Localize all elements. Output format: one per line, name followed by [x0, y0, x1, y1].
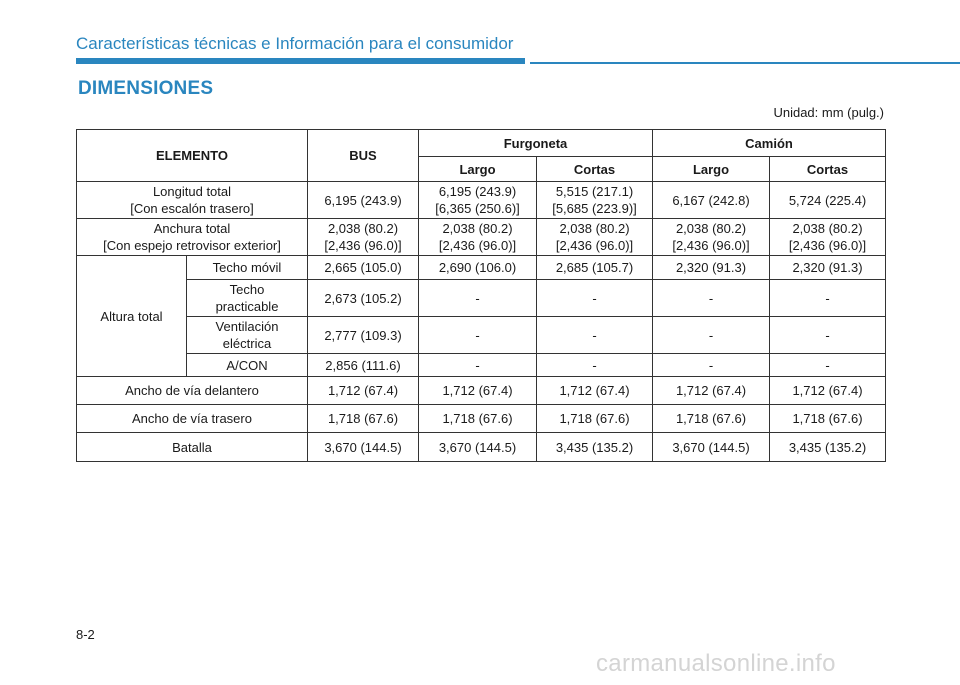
header-rule-thin	[530, 62, 960, 64]
header-elemento: ELEMENTO	[77, 130, 308, 182]
table-row-batalla	[77, 433, 886, 462]
header-furgoneta: Furgoneta	[419, 130, 653, 157]
header-furgoneta-cortas: Cortas	[537, 157, 653, 182]
row-label-line: Anchura total	[153, 221, 231, 236]
row-label: Ancho de vía trasero	[77, 405, 308, 433]
cell-furgoneta-largo: 3,670 (144.5)	[419, 433, 537, 462]
cell-bus: 2,856 (111.6)	[308, 354, 419, 377]
row-label: Batalla	[77, 433, 308, 462]
cell-camion-largo	[653, 219, 770, 256]
cell-line: [2,436 (96.0)]	[672, 238, 750, 253]
cell-camion-largo: 1,712 (67.4)	[653, 377, 770, 405]
cell-furgoneta-largo: -	[419, 280, 537, 317]
sub-label	[187, 280, 308, 317]
cell-camion-largo: -	[653, 317, 770, 354]
sub-label-line: Techo	[229, 282, 265, 297]
cell-furgoneta-largo: -	[419, 317, 537, 354]
cell-furgoneta-cortas: -	[537, 354, 653, 377]
cell-furgoneta-largo	[419, 219, 537, 256]
header-camion-largo: Largo	[653, 157, 770, 182]
cell-line: 2,038 (80.2)	[675, 221, 747, 236]
cell-camion-cortas: -	[770, 354, 886, 377]
table-row-altura-ventilacion	[77, 317, 886, 354]
cell-line: 2,038 (80.2)	[792, 221, 863, 236]
header-rule-thick	[76, 58, 525, 64]
cell-furgoneta-largo: 1,712 (67.4)	[419, 377, 537, 405]
cell-camion-cortas: 1,712 (67.4)	[770, 377, 886, 405]
cell-bus: 1,718 (67.6)	[308, 405, 419, 433]
cell-bus	[308, 219, 419, 256]
sub-label: Techo móvil	[187, 256, 308, 280]
cell-camion-cortas: 5,724 (225.4)	[770, 182, 886, 219]
cell-camion-cortas: -	[770, 317, 886, 354]
cell-furgoneta-largo: 2,690 (106.0)	[419, 256, 537, 280]
sub-label-line: Ventilación	[215, 319, 279, 334]
cell-furgoneta-cortas: 1,712 (67.4)	[537, 377, 653, 405]
table-row-altura-techo-movil	[77, 256, 886, 280]
table-row-anchura	[77, 219, 886, 256]
cell-line: [2,436 (96.0)]	[555, 238, 634, 253]
header-bus: BUS	[308, 130, 419, 182]
cell-line: 5,515 (217.1)	[555, 184, 634, 199]
row-label-line: Longitud total	[152, 184, 232, 199]
cell-furgoneta-largo	[419, 182, 537, 219]
cell-line: [6,365 (250.6)]	[435, 201, 520, 216]
cell-camion-cortas: 3,435 (135.2)	[770, 433, 886, 462]
header-row-1	[77, 130, 886, 157]
cell-line: 2,038 (80.2)	[559, 221, 630, 236]
row-label-longitud	[77, 182, 308, 219]
cell-furgoneta-largo: 1,718 (67.6)	[419, 405, 537, 433]
cell-line: 6,195 (243.9)	[438, 184, 517, 199]
row-label: Ancho de vía delantero	[77, 377, 308, 405]
cell-furgoneta-cortas	[537, 182, 653, 219]
cell-bus: 1,712 (67.4)	[308, 377, 419, 405]
cell-camion-largo: 2,320 (91.3)	[653, 256, 770, 280]
table-row-ancho-delantero	[77, 377, 886, 405]
cell-bus: 6,195 (243.9)	[308, 182, 419, 219]
page-number: 8-2	[76, 627, 95, 642]
watermark-text: carmanualsonline.info	[596, 650, 836, 677]
cell-bus: 2,673 (105.2)	[308, 280, 419, 317]
cell-line: [2,436 (96.0)]	[438, 238, 517, 253]
cell-furgoneta-cortas: -	[537, 280, 653, 317]
cell-furgoneta-cortas: -	[537, 317, 653, 354]
table-row-ancho-trasero	[77, 405, 886, 433]
cell-camion-cortas	[770, 219, 886, 256]
unit-label: Unidad: mm (pulg.)	[773, 105, 884, 120]
row-label-altura: Altura total	[77, 256, 187, 377]
cell-line: 2,038 (80.2)	[442, 221, 513, 236]
sub-label-line: eléctrica	[222, 336, 272, 351]
cell-camion-largo: 3,670 (144.5)	[653, 433, 770, 462]
row-label-line: [Con espejo retrovisor exterior]	[103, 238, 281, 253]
cell-furgoneta-cortas: 2,685 (105.7)	[537, 256, 653, 280]
header-camion: Camión	[653, 130, 886, 157]
cell-bus: 3,670 (144.5)	[308, 433, 419, 462]
cell-furgoneta-cortas	[537, 219, 653, 256]
row-label-line: [Con escalón trasero]	[130, 201, 254, 216]
header-camion-cortas: Cortas	[770, 157, 886, 182]
cell-line: 2,038 (80.2)	[327, 221, 399, 236]
cell-camion-largo: 6,167 (242.8)	[653, 182, 770, 219]
sub-label	[187, 317, 308, 354]
section-title: DIMENSIONES	[78, 78, 214, 99]
cell-camion-cortas: 2,320 (91.3)	[770, 256, 886, 280]
cell-furgoneta-cortas: 3,435 (135.2)	[537, 433, 653, 462]
cell-line: [2,436 (96.0)]	[788, 238, 867, 253]
dimensions-table	[76, 129, 886, 462]
cell-line: [5,685 (223.9)]	[552, 201, 637, 216]
cell-camion-largo: -	[653, 280, 770, 317]
cell-bus: 2,777 (109.3)	[308, 317, 419, 354]
cell-camion-largo: -	[653, 354, 770, 377]
cell-bus: 2,665 (105.0)	[308, 256, 419, 280]
cell-furgoneta-cortas: 1,718 (67.6)	[537, 405, 653, 433]
cell-camion-largo: 1,718 (67.6)	[653, 405, 770, 433]
chapter-title: Características técnicas e Información para el consumidor	[76, 34, 514, 53]
sub-label: A/CON	[187, 354, 308, 377]
cell-line: [2,436 (96.0)]	[324, 238, 402, 253]
cell-camion-cortas: -	[770, 280, 886, 317]
row-label-anchura	[77, 219, 308, 256]
cell-furgoneta-largo: -	[419, 354, 537, 377]
table-row-longitud	[77, 182, 886, 219]
table-row-altura-acon	[77, 354, 886, 377]
sub-label-line: practicable	[215, 299, 279, 314]
table-row-altura-techo-practicable	[77, 280, 886, 317]
cell-camion-cortas: 1,718 (67.6)	[770, 405, 886, 433]
header-furgoneta-largo: Largo	[419, 157, 537, 182]
